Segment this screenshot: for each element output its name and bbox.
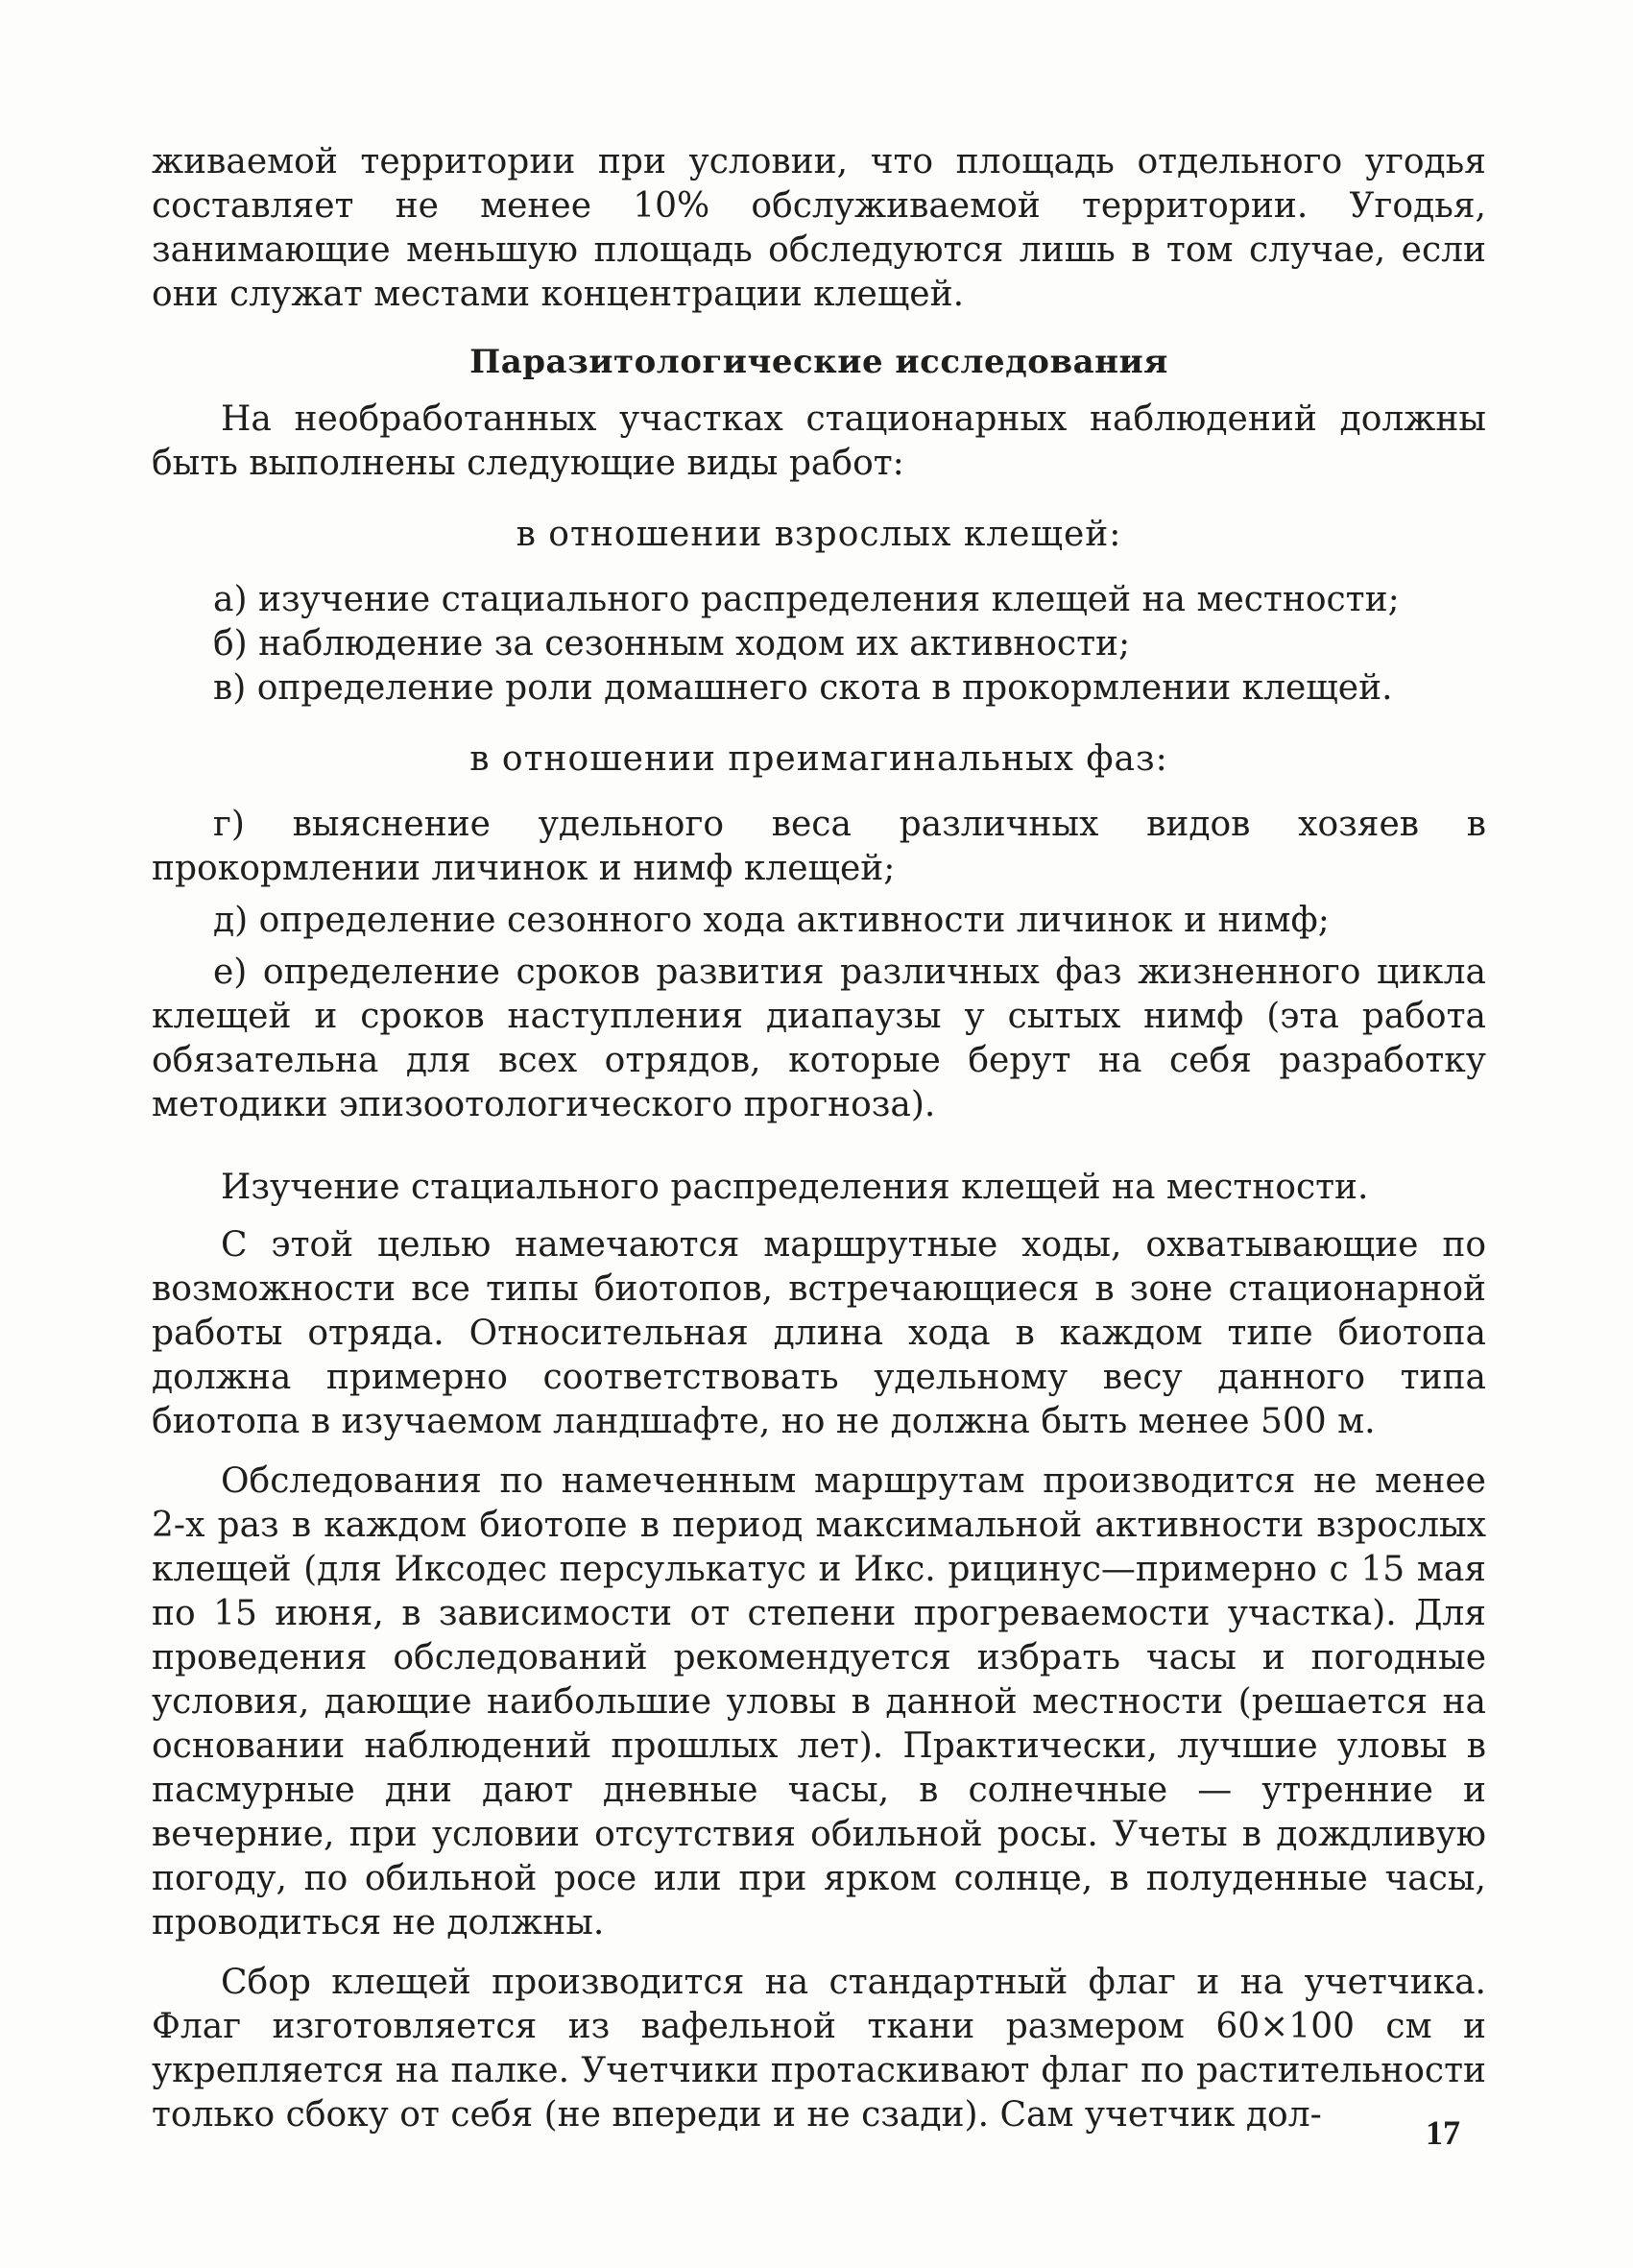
list-item-d: д) определение сезонного хода активности личинок и нимф; [213,901,1330,940]
list-item-g: г) выяснение удельного веса различных видов хозяев в прокормлении личинок и нимф клещей; [152,805,1486,888]
page-number: 17 [1426,2113,1460,2152]
intro-paragraph: живаемой территории при условии, что площадь отдельного угодья составляет не менее 10% обслуживаемой территории. Угодья, занимающие меньшую площадь обследуются лишь в том случае, если они служат местами концентрации клещей. [152,142,1486,314]
body-paragraph: С этой целью намечаются маршрутные ходы, охватывающие по возможности все типы биотопов, встречающиеся в зоне стационарной работы отряда. Относительная длина хода в каждом типе биотопа должна примерно соответствовать удельному весу данного типа биотопа в изучаемом ландшафте, но не должна быть менее 500 м. [152,1225,1486,1441]
preimaginal-subheading: в отношении преимагинальных фаз: [469,739,1168,779]
list-item-e: е) определение сроков развития различных фаз жизненного цикла клещей и сроков наступления диапаузы у сытых нимф (эта работа обязательна для всех отрядов, которые берут на себя разработку методики эпизоотологического прогноза). [152,953,1486,1124]
body-paragraph: Обследования по намеченным маршрутам производится не менее 2-х раз в каждом биотопе в период максимальной активности взрослых клещей (для Иксодес персулькатус и Икс. рицинус—примерно с 15 мая по 15 июня, в зависимости от степени прогреваемости участка). Для проведения обследований рекомендуется избрать часы и погодные условия, дающие наибольшие уловы в данной местности (решается на основании наблюдений прошлых лет). Практически, лучшие уловы в пасмурные дни дают дневные часы, в солнечные — утренние и вечерние, при условии отсутствия обильной росы. Учеты в дождливую погоду, по обильной росе или при ярком солнце, в полуденные часы, проводиться не должны. [152,1461,1486,1942]
list-item-a: а) изучение стациального распределения клещей на местности; [213,580,1400,619]
lead-paragraph: На необработанных участках стационарных наблюдений должны быть выполнены следующие виды работ: [152,399,1486,483]
list-item-v: в) определение роли домашнего скота в прокормлении клещей. [213,668,1393,708]
stational-distribution-title: Изучение стациального распределения клещей на местности. [221,1168,1369,1207]
adults-subheading: в отношении взрослых клещей: [516,515,1122,554]
section-heading: Паразитологические исследования [469,343,1168,381]
body-paragraph: Сбор клещей производится на стандартный флаг и на учетчика. Флаг изготовляется из вафельной ткани размером 60×100 см и укрепляется на палке. Учетчики протаскивают флаг по растительности только сбоку от себя (не впереди и не сзади). Сам учетчик дол- [152,1963,1486,2135]
list-item-b: б) наблюдение за сезонным ходом их активности; [213,624,1131,664]
text-column [152,140,1486,2137]
